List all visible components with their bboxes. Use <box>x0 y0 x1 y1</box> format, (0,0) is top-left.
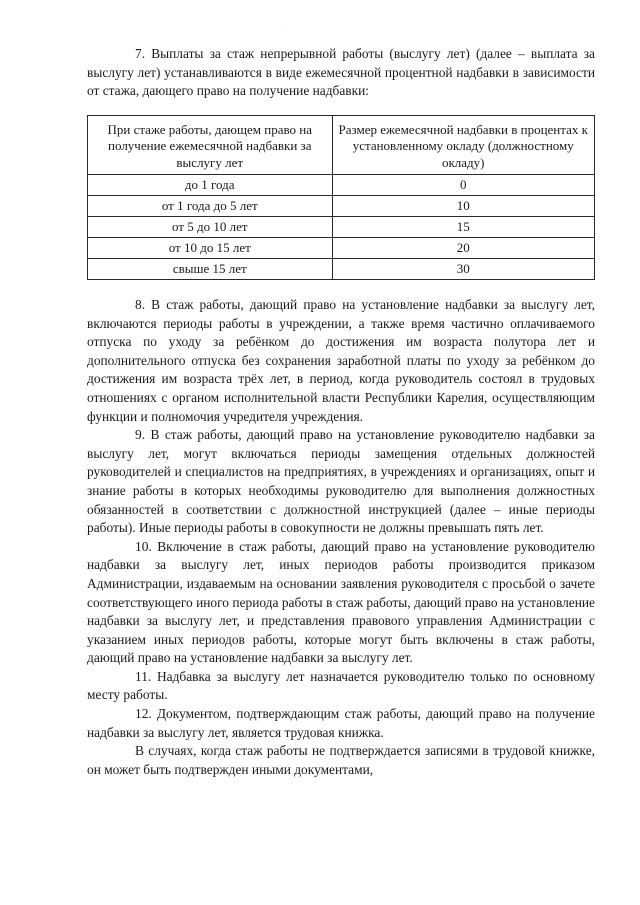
row-stage: до 1 года <box>88 175 333 196</box>
row-stage: от 5 до 10 лет <box>88 217 333 238</box>
row-percent: 0 <box>332 175 595 196</box>
table-row <box>88 196 595 217</box>
table-header-row <box>88 115 595 174</box>
paragraph-11: 11. Надбавка за выслугу лет назначается руководителю только по основному месту работы. <box>87 668 595 703</box>
seniority-bonus-table <box>87 115 595 280</box>
page-mark: · <box>284 22 286 28</box>
paragraph-12: 12. Документом, подтверждающим стаж работы, дающий право на получение надбавки за выслугу лет, является трудовая книжка. <box>87 706 595 740</box>
table-row <box>88 259 595 280</box>
paragraph-7: 7. Выплаты за стаж непрерывной работы (выслугу лет) (далее – выплата за выслугу лет) устанавливаются в виде ежемесячной процентной надбавки в зависимости от стажа, дающего право на получение надбавки: <box>87 46 595 99</box>
table-row <box>88 238 595 259</box>
paragraph-continuation: В случаях, когда стаж работы не подтверждается записями в трудовой книжке, он может быть подтвержден иными документами, <box>87 743 595 777</box>
row-percent: 10 <box>332 196 595 217</box>
header-stage: При стаже работы, дающем право на получение ежемесячной надбавки за выслугу лет <box>88 115 333 174</box>
header-percent: Размер ежемесячной надбавки в процентах к установленному окладу (должностному окладу) <box>332 115 595 174</box>
row-percent: 15 <box>332 217 595 238</box>
table-row <box>88 175 595 196</box>
table-row <box>88 217 595 238</box>
row-stage: от 1 года до 5 лет <box>88 196 333 217</box>
row-percent: 20 <box>332 238 595 259</box>
paragraph-8: 8. В стаж работы, дающий право на установление надбавки за выслугу лет, включаются периоды работы в учреждении, а также время частично оплачиваемого отпуска по уходу за ребёнком до достижения им возраста полутора лет и дополнительного отпуска без сохранения заработной платы по уходу за ребёнком до достижения им возраста трёх лет, в период, когда руководитель состоял в трудовых отношениях с органом исполнительной власти Республики Карелия, осуществляющим функции и полномочия учредителя учреждения. <box>87 297 595 424</box>
paragraph-10: 10. Включение в стаж работы, дающий право на установление руководителю надбавки за выслугу лет, иных периодов работы производится приказом Администрации, издаваемым на основании заявления руководителя с просьбой о зачете соответствующего иного периода работы в стаж работы, дающий право на установление надбавки за выслугу лет, и представления правового управления Администрации с указанием иных периодов работы, которые могут быть включены в стаж работы, дающий право на установление надбавки за выслугу лет. <box>87 538 595 666</box>
row-stage: от 10 до 15 лет <box>88 238 333 259</box>
paragraph-9: 9. В стаж работы, дающий право на установление руководителю надбавки за выслугу лет, могут включаться периоды замещения отдельных должностей руководителей и специалистов на предприятиях, в учреждениях и организациях, опыт и знание работы в которых необходимы руководителю для выполнения должностных обязанностей в соответствии с должностной инструкцией (далее – иные периоды работы). Иные периоды работы в совокупности не должны превышать пять лет. <box>87 427 595 536</box>
row-percent: 30 <box>332 259 595 280</box>
row-stage: свыше 15 лет <box>88 259 333 280</box>
